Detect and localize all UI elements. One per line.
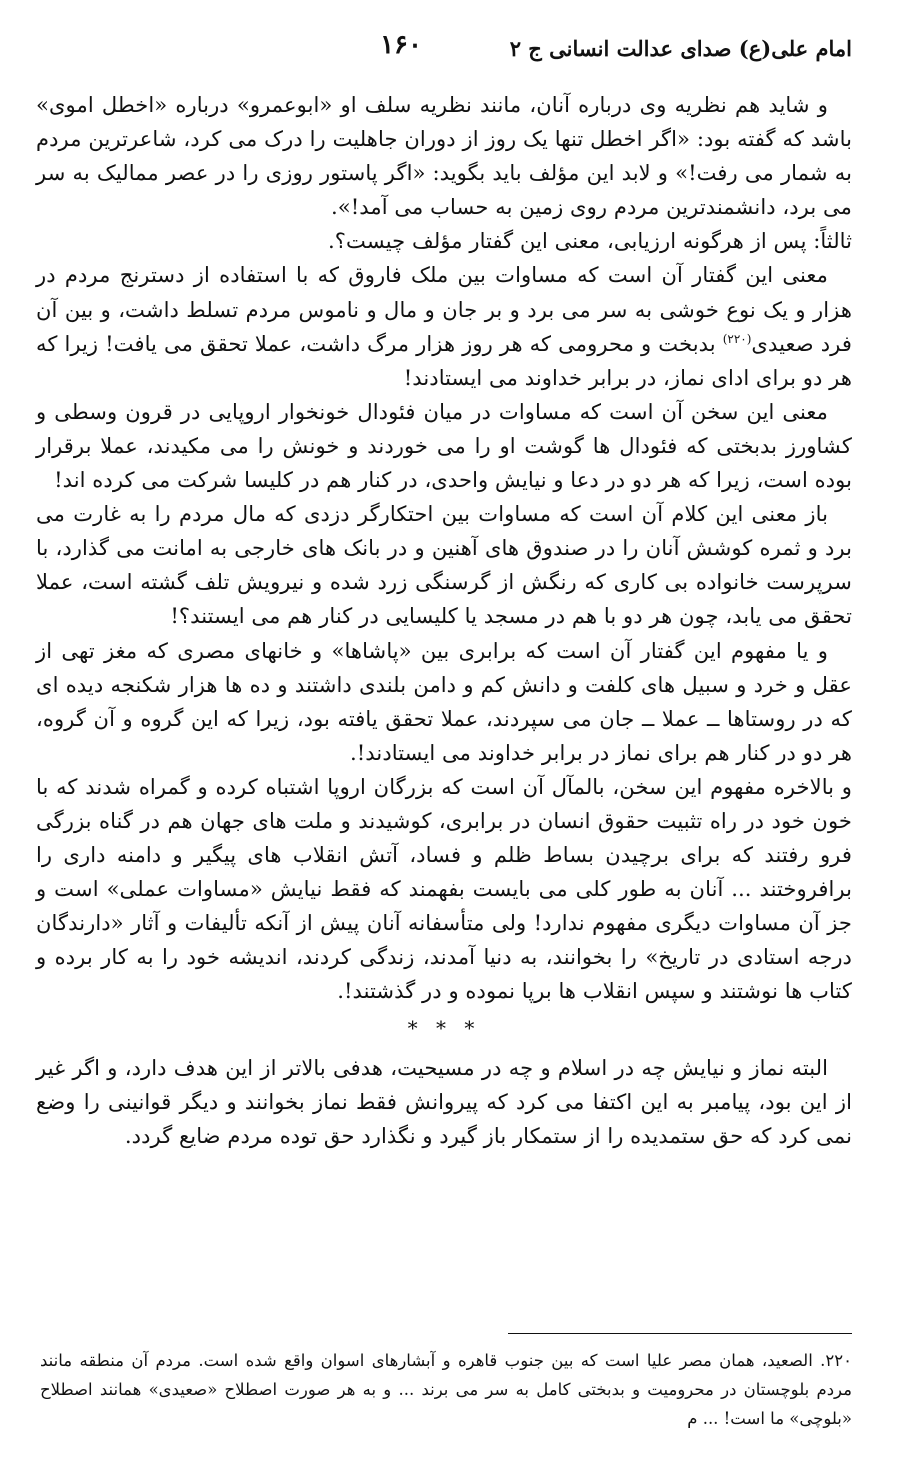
running-title: امام علی(ع) صدای عدالت انسانی ج ۲	[509, 36, 852, 61]
main-text	[36, 88, 852, 1153]
page-number: ۱۶۰	[380, 30, 422, 60]
paragraph-1: و شاید هم نظریه وی درباره آنان، مانند نظریه سلف او «ابوعمرو» درباره «اخطل اموی» باشد که گفته بود: «اگر اخطل تنها یک روز از دوران جاهلیت را درک می کرد، شاعرترین مردم به شمار می رفت!» و لابد این مؤلف باید بگوید: «اگر پاستور روزی را در عصر ممالیک به سر می برد، دانشمندترین مردم روی زمین به حساب می آمد!».	[36, 92, 852, 220]
paragraph-3	[36, 258, 852, 394]
paragraph-final: البته نماز و نیایش چه در اسلام و چه در مسیحیت، هدفی بالاتر از این هدف دارد، و اگر غیر از این بود، پیامبر به این اکتفا می کرد که پیروانش فقط نماز بخوانند و دیگر قوانینی را وضع نمی کرد که حق ستمدیده را از ستمکار باز گیرد و نگذارد حق توده مردم ضایع گردد.	[36, 1054, 852, 1148]
footnote-reference: (۲۲۰)	[722, 331, 752, 346]
paragraph-4: معنی این سخن آن است که مساوات در میان فئودال خونخوار اروپایی در قرون وسطی و کشاورز بدبختی که فئودال ها گوشت او را می خوردند و خونش را می مکیدند، عملا برقرار بوده است، زیرا که هر دو در دعا و نیایش واحدی، در کنار هم در کلیسا شرکت می کرده اند!	[36, 398, 852, 493]
paragraph-3-part-1: معنی این گفتار آن است که مساوات بین ملک فاروق که با استفاده از دسترنج مردم در هزار و یک نوع خوشی به سر می برد و بر جان و مال و ناموس مردم تسلط داشت، و بین آن فرد صعیدی	[36, 262, 852, 356]
paragraph-3-part-2: بدبخت و محرومی که هر روز هزار مرگ داشت، عملا تحقق می یافت! زیرا که هر دو برای ادای نماز، در برابر خداوند می ایستادند!	[36, 330, 852, 390]
footnote-divider	[508, 1333, 852, 1334]
paragraph-6: و یا مفهوم این گفتار آن است که برابری بین «پاشاها» و خانهای مصری که مغز تهی از عقل و خرد و سبیل های کلفت و دانش کم و دامن بلندی داشتند و ده ها هزار شکنجه دیده ای که در روستاها ــ عملا ــ جان می سپردند، عملا تحقق یافته بود، زیرا که این گروه و آن گروه، هر دو در کنار هم برای نماز در برابر خداوند می ایستادند!.	[36, 637, 852, 765]
paragraph-5: باز معنی این کلام آن است که مساوات بین احتکارگر دزدی که مال مردم را به غارت می برد و ثمره کوشش آنان را در صندوق های آهنین و در بانک های خارجی به امانت می گذارد، با سرپرست خانواده بی کاری که رنگش از گرسنگی زرد شده و نیرویش تلف گشته است، عملا تحقق می یابد، چون هر دو با هم در مسجد یا کلیسایی در کنار هم می ایستند؟!	[36, 501, 852, 629]
footnote-text: ۲۲۰. الصعید، همان مصر علیا است که بین جنوب قاهره و آبشارهای اسوان واقع شده است. مردم آن منطقه مانند مردم بلوچستان در محرومیت و بدبختی کامل به سر می برند ... و به هر صورت اصطلاح «صعیدی» همانند اصطلاح «بلوچی» ما است! ... م	[40, 1351, 852, 1428]
paragraph-7: و بالاخره مفهوم این سخن، بالمآل آن است که بزرگان اروپا اشتباه کرده و گمراه شدند که با خون خود در راه تثبیت حقوق انسان در برابری، کوشیدند و ملت های جهان هم در گناه بزرگی فرو رفتند که برای برچیدن بساط ظلم و فساد، آتش انقلاب های پیگیر و دامنه داری را برافروختند ... آنان به طور کلی می بایست بفهمند که فقط نیایش «مساوات عملی» است و جز آن مساوات دیگری مفهوم ندارد! ولی متأسفانه آنان پیش از آنکه تألیفات و آثار «دارندگان درجه استادی در تاریخ» را بخوانند، به دنیا آمدند، زندگی کردند، اندیشه خود را به کار برده و کتاب ها نوشتند و سپس انقلاب ها برپا نموده و در گذشتند!.	[36, 773, 852, 1004]
paragraph-2: ثالثاً: پس از هرگونه ارزیابی، معنی این گفتار مؤلف چیست؟.	[328, 228, 852, 254]
section-separator: * * *	[407, 1015, 481, 1040]
page-header	[40, 30, 852, 70]
